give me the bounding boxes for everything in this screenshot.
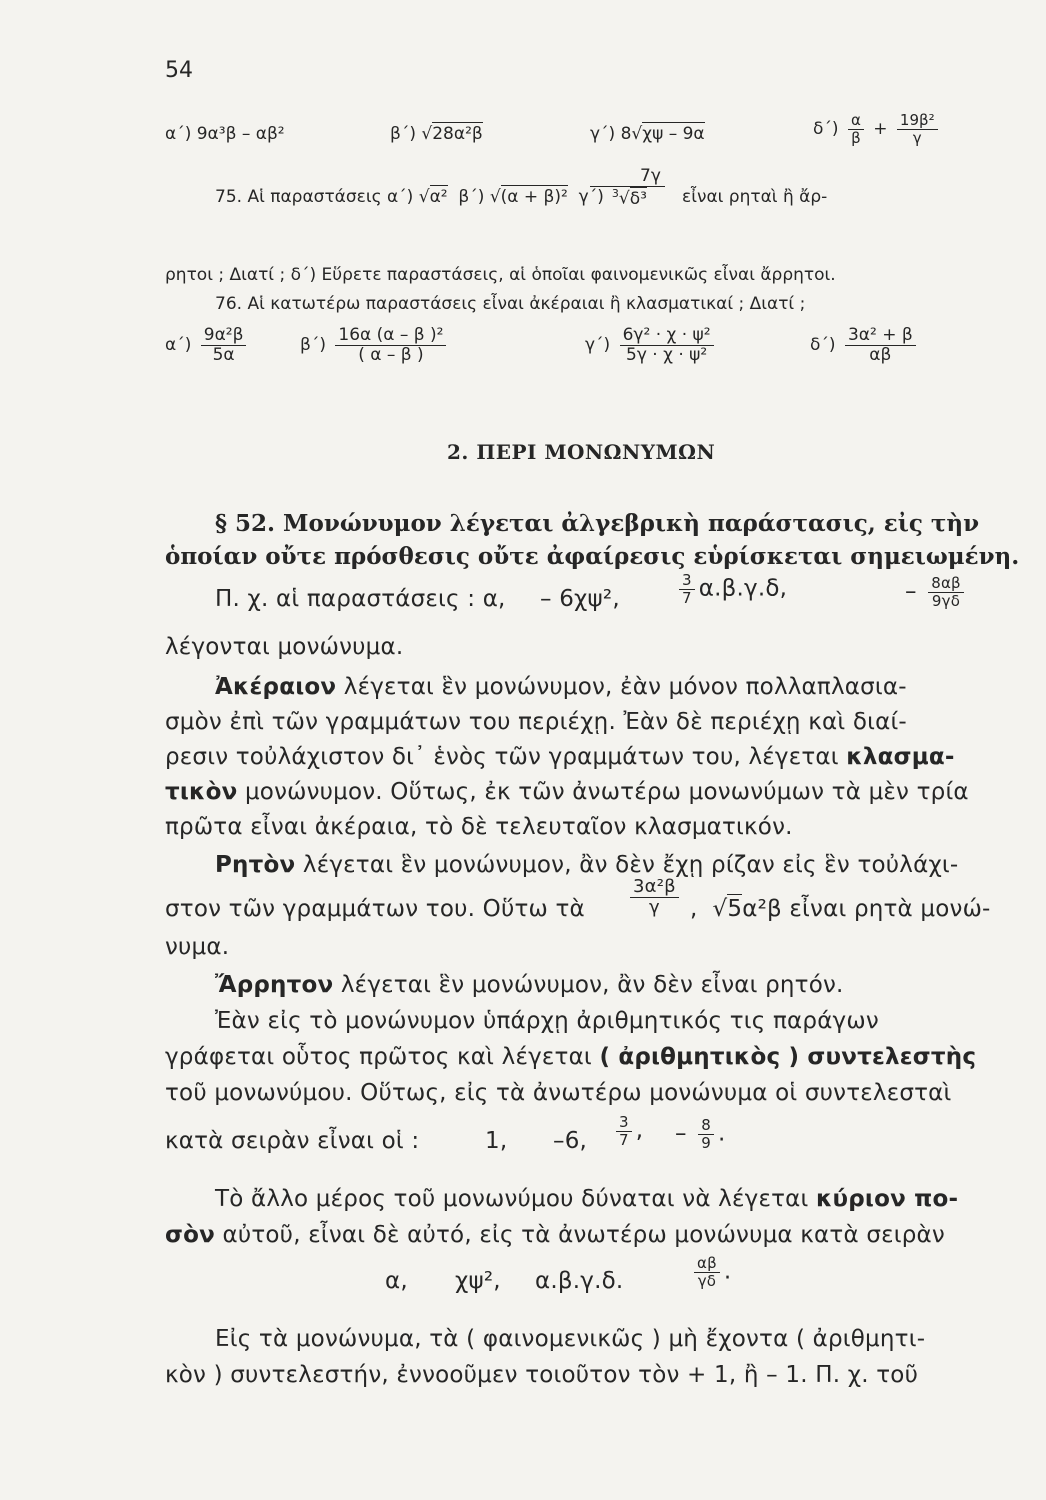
radical-sign: √ (418, 187, 430, 207)
example-term-2: – 6χψ², (540, 586, 620, 612)
fraction: $\frac{\text{3α² + β}}{\alpha\beta}$ (845, 326, 916, 364)
integer-line2: σμὸν ἐπὶ τῶν γραμμάτων του περιέχῃ. Ἐὰν δὲ περιέχῃ καὶ διαί- (165, 709, 907, 735)
coefficient-value-2: –6, (553, 1128, 588, 1154)
paragraph-52-line2: ὁποίαν οὔτε πρόσθεσις οὔτε ἀφαίρεσις εὑρίσκεται σημειωμένη. (165, 543, 1020, 570)
fraction: $\frac{3}{7}$ (616, 1114, 632, 1148)
term-irrational: Ἄρρητον (215, 972, 334, 998)
coefficient-line2: γράφεται οὗτος πρῶτος καὶ λέγεται ( ἀριθμητικὸς ) συντελεστὴς (165, 1044, 977, 1070)
radical-sign: √ (712, 896, 728, 922)
integer-line1: Ἀκέραιον λέγεται ἓν μονώνυμον, ἐὰν μόνον πολλαπλασια- (215, 674, 907, 700)
radical-sign: √ (421, 124, 433, 144)
coefficient-value-4: – $\frac{8}{9}$ . (675, 1116, 726, 1152)
rational-line3: νυμα. (165, 934, 230, 960)
coefficient-line3: τοῦ μονωνύμου. Οὕτως, εἰς τὰ ἀνωτέρω μονώνυμα οἱ συντελεσταὶ (165, 1080, 952, 1106)
exercise-75-root-fraction: 7γ $^3$√δ³ (590, 166, 665, 209)
fraction: $\frac{\text{16α (α – β )²}}{( \alpha - \beta )}$ (335, 326, 446, 364)
term-integer: Ἀκέραιον (215, 674, 337, 700)
term-fractional: κλασμα- (846, 744, 955, 770)
radical-sign: √ (631, 124, 643, 144)
fraction: $\frac{\text{6γ² · χ · ψ²}}{\text{5γ · χ · ψ²}}$ (620, 326, 714, 364)
main-quantity-line2: σὸν αὐτοῦ, εἶναι δὲ αὐτό, εἰς τὰ ἀνωτέρω μονώνυμα κατὰ σειρὰν (165, 1222, 945, 1248)
paragraph-52-line1: § 52. Μονώνυμον λέγεται ἀλγεβρικὴ παράστασις, εἰς τὴν (215, 510, 980, 537)
last-line1: Εἰς τὰ μονώνυμα, τὰ ( φαινομενικῶς ) μὴ ἔχοντα ( ἀριθμητι- (215, 1326, 926, 1352)
rational-line2-pre: στον τῶν γραμμάτων του. Οὕτω τὰ (165, 896, 585, 922)
example-after: λέγονται μονώνυμα. (165, 634, 404, 660)
exercise-b: β΄) √28α²β (390, 124, 483, 144)
exercise-prev-line (165, 124, 285, 144)
fraction: $\frac{\alpha}{\beta}$ (848, 112, 864, 146)
coefficient-line1: Ἐὰν εἰς τὸ μονώνυμον ὑπάρχῃ ἀριθμητικός τις παράγων (215, 1008, 879, 1034)
integer-line3: ρεσιν τοὐλάχιστον δι᾽ ἑνὸς τῶν γραμμάτων του, λέγεται κλασμα- (165, 744, 955, 770)
exercise-76-line1: 76. Αἱ κατωτέρω παραστάσεις εἶναι ἀκέραιαι ἢ κλασματικαί ; Διατί ; (215, 294, 806, 314)
exercise-a: α΄) 9α³β – αβ² (165, 124, 285, 144)
exercise-75-line1: 75. Αἱ παραστάσεις α΄) √α² β΄) √(α + β)² γ΄) (215, 187, 604, 207)
page-number: 54 (165, 58, 193, 83)
fraction: $\frac{3}{7}$ (679, 572, 695, 606)
fraction: $\frac{\text{3α²β}}{\gamma}$ (630, 877, 679, 918)
main-quantity-term-3: α.β.γ.δ. (535, 1268, 624, 1294)
exercise-75-line2: ρητοι ; Διατί ; δ΄) Εὕρετε παραστάσεις, αἱ ὁποῖαι φαινομενικῶς εἶναι ἄρρητοι. (165, 265, 836, 285)
fraction: $\frac{\text{9α²β}}{5\alpha}$ (201, 326, 247, 364)
irrational-line: Ἄρρητον λέγεται ἓν μονώνυμον, ἂν δὲν εἶναι ρητόν. (215, 972, 844, 998)
exercise-g: γ΄) 8√χψ – 9α (590, 124, 705, 144)
exercise-76-b: β΄) $\frac{\text{16α (α – β )²}}{( \alpha - \beta )}$ (300, 326, 450, 364)
exercise-76-a: α΄) $\frac{\text{9α²β}}{5\alpha}$ (165, 326, 250, 364)
exercise-76-d: δ΄) $\frac{\text{3α² + β}}{\alpha\beta}$ (810, 326, 920, 364)
exercise-75-tail: εἶναι ρηταὶ ἢ ἄρ- (682, 187, 828, 207)
radical-sign: √ (489, 187, 501, 207)
rational-line2-post: , √5α²β εἶναι ρητὰ μονώ- (690, 896, 991, 922)
fraction: $\frac{8}{9}$ (698, 1117, 714, 1151)
exercise-76-g: γ΄) $\frac{\text{6γ² · χ · ψ²}}{\text{5γ · χ · ψ²}}$ (585, 326, 718, 364)
last-line2: κὸν ) συντελεστήν, ἐννοοῦμεν τοιοῦτον τὸν + 1, ἢ – 1. Π. χ. τοῦ (165, 1362, 919, 1388)
term-rational: Ρητὸν (215, 852, 296, 878)
example-term-4: – $\frac{8\alpha\beta}{9\gamma\delta}$ (905, 575, 968, 609)
integer-line4: τικὸν μονώνυμον. Οὕτως, ἐκ τῶν ἀνωτέρω μονωνύμων τὰ μὲν τρία (165, 779, 969, 805)
coefficient-line4-pre: κατὰ σειρὰν εἶναι οἱ : (165, 1128, 420, 1154)
fraction: $\frac{\text{19β²}}{\gamma}$ (897, 112, 938, 146)
term-coefficient: ( ἀριθμητικὸς ) συντελεστὴς (599, 1044, 977, 1070)
fraction: $\frac{\alpha\beta}{\gamma\delta}$ (694, 1255, 720, 1289)
term-main-quantity: κύριον πο- (815, 1186, 959, 1212)
radical-sign: √ (618, 188, 630, 209)
integer-line5: πρῶτα εἶναι ἀκέραια, τὸ δὲ τελευταῖον κλασματικόν. (165, 814, 793, 840)
section-title: 2. ΠΕΡΙ ΜΟΝΩΝΥΜΩΝ (447, 440, 716, 464)
rational-line1: Ρητὸν λέγεται ἓν μονώνυμον, ἂν δὲν ἔχῃ ρίζαν εἰς ἓν τοὐλάχι- (215, 852, 959, 878)
main-quantity-term-4: $\frac{\alpha\beta}{\gamma\delta}$ . (690, 1255, 731, 1289)
coefficient-value-3: $\frac{3}{7}$ , (612, 1114, 643, 1148)
main-quantity-line1: Τὸ ἄλλο μέρος τοῦ μονωνύμου δύναται νὰ λέγεται κύριον πο- (215, 1186, 959, 1212)
main-quantity-term-1: α, (385, 1268, 408, 1294)
example-term-3: $\frac{3}{7}$ α.β.γ.δ, (675, 572, 787, 606)
main-quantity-term-2: χψ², (455, 1268, 501, 1294)
rational-fraction (626, 877, 683, 918)
example-lead: Π. χ. αἱ παραστάσεις : α, (215, 586, 506, 612)
fraction: $\frac{8\alpha\beta}{9\gamma\delta}$ (928, 575, 964, 609)
exercise-d: δ΄) $\frac{\alpha}{\beta}$ + $\frac{\text{19β²}}{\gamma}$ (813, 112, 942, 146)
coefficient-value-1: 1, (485, 1128, 508, 1154)
